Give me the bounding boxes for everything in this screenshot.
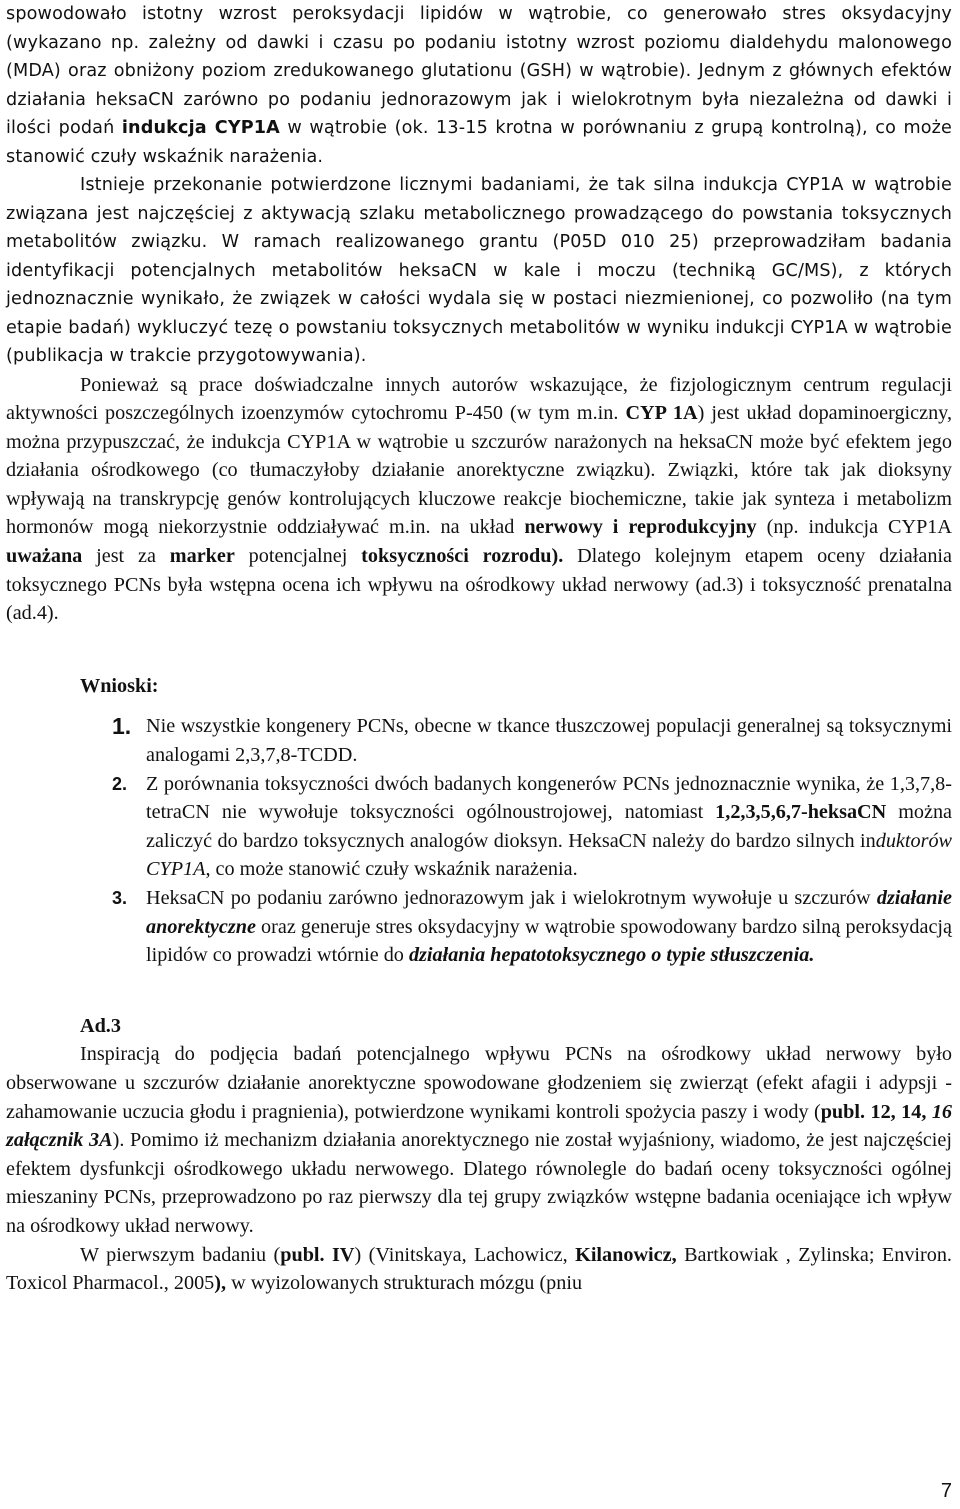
paragraph-inspiration: Inspiracją do podjęcia badań potencjalnego wpływu PCNs na ośrodkowy układ nerwowy było obserwowane u szczurów działanie anorektyczne spowodowane głodzeniem się zwierząt (efekt afagii i adypsji - zahamowanie uczucia głodu i pragnienia), potwierdzone wynikami kontroli spożycia paszy i wody (publ. 12, 14, 16 załącznik 3A). Pomimo iż mechanizm działania anorektycznego nie został wyjaśniony, wiadomo, że jest najczęściej efektem dysfunkcji ośrodkowego układu nerwowego. Dlatego równolegle do badań oceny toksyczności ogólnej mieszaniny PCNs, przeprowadzono po raz pierwszy dla tej grupy związków wstępne badania oceniające ich wpływ na ośrodkowy układ nerwowy.: [6, 1043, 953, 1237]
list-number: 3.: [112, 888, 128, 908]
list-item: 2. Z porównania toksyczności dwóch badanych kongenerów PCNs jednoznacznie wynika, że 1,3,7,8- tetraCN nie wywołuje toksyczności ogólnoustrojowej, natomiast 1,2,3,5,6,7-heksaCN można zaliczyć do bardzo toksycznych analogów dioksyn. HeksaCN należy do bardzo silnych induktorów CYP1A, co może stanowić czuły wskaźnik narażenia.: [6, 770, 952, 884]
paragraph-oxidative-stress: spowodowało istotny wzrost peroksydacji lipidów w wątrobie, co generowało stres oksydacyjny (wykazano np. zależny od dawki i czasu po podaniu istotny wzrost poziomu dialdehydu malonowego (MDA) oraz obniżony poziom zredukowanego glutationu (GSH) w wątrobie). Jednym z głównych efektów działania heksaCN zarówno po podaniu jednorazowym jak i wielokrotnym była niezależna od dawki i ilości podań indukcja CYP1A w wątrobie (ok. 13-15 krotna w porównaniu z grupą kontrolną), co może stanowić czuły wskaźnik narażenia.: [6, 4, 953, 167]
paragraph-metabolites: Istnieje przekonanie potwierdzone licznymi badaniami, że tak silna indukcja CYP1A w wątrobie związana jest najczęściej z aktywacją szlaku metabolicznego prowadzącego do powstania toksycznych metabolitów związku. W ramach realizowanego grantu (P05D 010 25) przeprowadziłam badania identyfikacji potencjalnych metabolitów heksaCN w kale i moczu (techniką GC/MS), z których jednoznacznie wynikało, że związek w całości wydala się w postaci niezmienionej, co pozwoliło (na tym etapie badań) wykluczyć tezę o powstaniu toksycznych metabolitów w wyniku indukcji CYP1A w wątrobie (publikacja w trakcie przygotowywania).: [6, 175, 952, 366]
page-number: 7: [940, 1480, 952, 1502]
paragraph-first-study: W pierwszym badaniu (publ. IV) (Vinitskaya, Lachowicz, Kilanowicz, Bartkowiak , Zylinska; Environ. Toxicol Pharmacol., 2005), w wyizolowanych strukturach mózgu (pniu: [6, 1243, 952, 1295]
list-item: 3. HeksaCN po podaniu zarówno jednorazowym jak i wielokrotnym wywołuje u szczurów działanie anorektyczne oraz generuje stres oksydacyjny w wątrobie spowodowany bardzo silną peroksydacją lipidów co prowadzi wtórnie do działania hepatotoksycznego o typie stłuszczenia.: [6, 884, 952, 970]
conclusions-list: [6, 712, 952, 969]
paragraph-dopaminergic: Ponieważ są prace doświadczalne innych autorów wskazujące, że fizjologicznym centrum regulacji aktywności poszczególnych izoenzymów cytochromu P-450 (w tym m.in. CYP 1A) jest układ dopaminoergiczny, można przypuszczać, że indukcja CYP1A w wątrobie u szczurów narażonych na heksaCN może być efektem jego działania ośrodkowego (co tłumaczyłoby działanie anorektyczne związku). Związki, które tak jak dioksyny wpływają na transkrypcję genów kontrolujących kluczowe reakcje biochemiczne, takie jak synteza i metabolizm hormonów mogą niekorzystnie oddziaływać m.in. na układ nerwowy i reprodukcyjny (np. indukcja CYP1A uważana jest za marker potencjalnej toksyczności rozrodu). Dlatego kolejnym etapem oceny działania toksycznego PCNs była wstępna ocena ich wpływu na ośrodkowy układ nerwowy (ad.3) i toksyczność prenatalna (ad.4).: [6, 373, 953, 625]
list-number: 1.: [112, 713, 132, 740]
list-number: 2.: [112, 773, 128, 794]
list-item: 1. Nie wszystkie kongenery PCNs, obecne w tkance tłuszczowej populacji generalnej są toksycznymi analogami 2,3,7,8-TCDD.: [112, 713, 952, 767]
conclusions-heading: Wnioski:: [80, 674, 159, 697]
section-heading-ad3: Ad.3: [80, 1014, 121, 1037]
bold-phrase: indukcja CYP1A: [121, 118, 280, 138]
